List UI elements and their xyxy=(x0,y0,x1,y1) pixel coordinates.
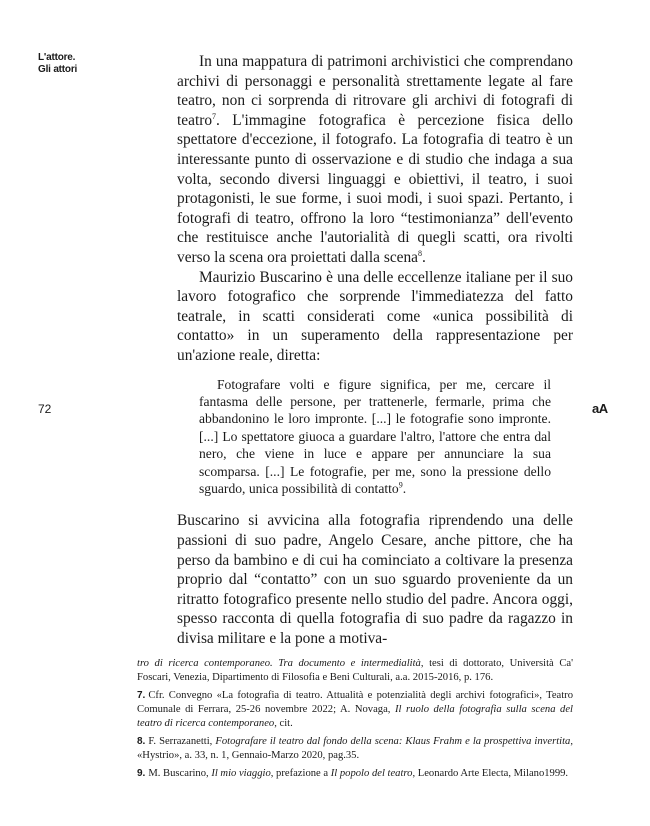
block-quote: Fotografare volti e figure significa, per me, cercare il fantasma delle persone, per trattenerle, fermarle, prima che abbandonino le loro impronte. [...] le fotografie sono impronte. [...] Lo spettatore giuoca a guardare l'altro, l'attore che entra dal nero, che viene in luce e appare per annunciare la sua scomparsa. [...] Le fotografie, per me, sono la pressione dello sguardo, unica possibilità di contatto$^9$. xyxy=(199,376,551,496)
footnote-continuation: tro di ricerca contemporaneo. Tra documento e intermedialità, tesi di dottorato, Università Ca' Foscari, Venezia, Dipartimento di Filosofia e Beni Culturali, a.a. 2015-2016, p. 176. xyxy=(137,658,573,683)
footnote-ref-7[interactable]: 7 xyxy=(212,111,217,121)
paragraph-3: Buscarino si avvicina alla fotografia riprendendo una delle passioni di suo padre, Angelo Cesare, anche pittore, che ha perso da bambino e di cui ha cominciato a coltivare la presenza proprio dal “contatto” con un suo sguardo proveniente da un ritratto fotografico presente nello studio del padre. Ancora oggi, spesso racconta di quella fotografia di suo padre da ragazzo in divisa militare e la pone a motiva- xyxy=(177,512,573,647)
running-head-line-1: L'attore. xyxy=(38,52,76,63)
main-text xyxy=(177,52,573,649)
footnote-7: 7. Cfr. Convegno «La fotografia di teatro. Attualità e potenzialità degli archivi fotografici», Teatro Comunale di Ferrara, 25-26 novembre 2022; A. Novaga, Il ruolo della fotografia sulla scena del teatro di ricerca contemporaneo, cit. xyxy=(137,690,574,729)
running-head-line-2: Gli attori xyxy=(38,64,78,75)
footnotes xyxy=(137,657,573,785)
font-size-toggle-button[interactable]: aA xyxy=(592,401,608,416)
footnote-9: 9. M. Buscarino, Il mio viaggio, prefazione a Il popolo del teatro, Leonardo Arte Electa, Milano1999. xyxy=(137,768,569,779)
running-head xyxy=(38,52,77,76)
footnote-ref-8[interactable]: 8 xyxy=(418,248,423,258)
paragraph-1: In una mappatura di patrimoni archivistici che comprendano archivi di personaggi e personalità strettamente legate al fare teatro, non ci sorprenda di ritrovare gli archivi di fotografi di teatro$^7$. L'immagine fotografica è percezione fisica dello spettatore d'eccezione, il fotografo. La fotografia di teatro è un interessante punto di osservazione e di studio che indaga a sua volta, secondo diversi linguaggi e obiettivi, il teatro, i suoi protagonisti, le sue forme, i suoi modi, i suoi spazi. Pertanto, i fotografi di teatro, offrono la loro “testimonianza” dell'evento che restituisce anche l'autorialità di quegli scatti, ora rivolti verso la scena ora proiettati dalla scena$^8$. xyxy=(177,53,573,266)
paragraph-2: Maurizio Buscarino è una delle eccellenze italiane per il suo lavoro fotografico che sorprende l'immediatezza del fatto teatrale, in scatti considerati come «unica possibilità di contatto» in un superamento della rappresentazione per un'azione reale, diretta: xyxy=(177,268,573,364)
page-number: 72 xyxy=(38,402,52,416)
footnote-ref-9[interactable]: 9 xyxy=(398,480,403,490)
footnote-8: 8. F. Serrazanetti, Fotografare il teatro dal fondo della scena: Klaus Frahm e la prospettiva invertita, «Hystrio», a. 33, n. 1, Gennaio-Marzo 2020, pag.35. xyxy=(137,736,573,761)
